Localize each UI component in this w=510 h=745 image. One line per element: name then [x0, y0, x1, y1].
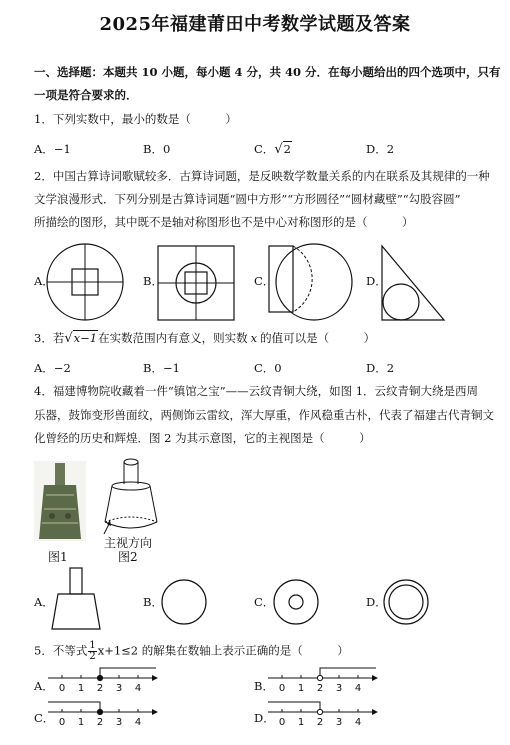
q2-figure-a [45, 242, 125, 322]
q5-label-a: A． [34, 679, 54, 693]
tick-label: 4 [134, 683, 142, 694]
tick-label: 0 [58, 683, 66, 694]
q2-figure-c [268, 242, 358, 324]
q1-option-c-radicand: 2 [283, 142, 291, 156]
q3-stem [34, 329, 375, 348]
tick-label: 3 [335, 717, 343, 728]
tick-label: 1 [297, 683, 305, 694]
q3-option-d: D．2 [366, 361, 395, 375]
q2-figure-d [380, 244, 446, 322]
q5-numberline-c [48, 700, 160, 732]
endpoint-dot [97, 709, 102, 714]
axis-arrow-icon [372, 675, 378, 681]
tick-label: 1 [77, 683, 85, 694]
q5-stem [34, 641, 349, 662]
q4-label-d: D． [366, 595, 387, 609]
q1-option-a: A．−1 [34, 142, 71, 156]
q5-label-c: C． [34, 711, 55, 725]
tick-label: 3 [115, 717, 123, 728]
tick-label: 0 [278, 683, 286, 694]
fig1-label: 图1 [48, 550, 68, 564]
q2-figure-b [157, 245, 235, 321]
q3-option-b: B．−1 [143, 361, 180, 375]
q4-label-a: A． [34, 595, 54, 609]
solution-ray [320, 668, 376, 678]
tick-label: 4 [354, 683, 362, 694]
q3-option-a: A．−2 [34, 361, 71, 375]
page-title: 2025年福建莆田中考数学试题及答案 [99, 14, 411, 35]
q4-label-c: C． [254, 595, 275, 609]
q3-stem-post: 在实数范围内有意义，则实数 [98, 331, 248, 345]
q4-option-a-figure [50, 567, 108, 631]
solution-ray [48, 702, 100, 712]
q2-stem-line2: 文学浪漫形式．下列分别是古算诗词题“圆中方形”“方形圆径”“圆材藏壁”“勾股容圆” [34, 192, 461, 206]
q5-label-d: D． [254, 711, 275, 725]
q4-label-b: B． [143, 595, 163, 609]
q4-option-c-figure [272, 578, 320, 626]
tick-label: 2 [316, 683, 324, 694]
endpoint-dot [97, 675, 102, 680]
q3-stem-end: 的值可以是（ ） [260, 331, 376, 345]
tick-label: 2 [96, 717, 104, 728]
axis-arrow-icon [152, 675, 158, 681]
q1-stem: 1．下列实数中，最小的数是（ ） [34, 112, 237, 126]
tick-label: 4 [354, 717, 362, 728]
q5-fraction [88, 641, 96, 662]
q5-stem-pre: 5．不等式 [34, 643, 88, 658]
view-direction-label: 主视方向 [104, 536, 153, 550]
tick-label: 3 [115, 683, 123, 694]
tick-label: 4 [134, 717, 142, 728]
q4-option-d-figure [382, 578, 430, 626]
q3-radicand: x−1 [73, 331, 98, 345]
q2-stem-line3: 所描绘的图形，其中既不是轴对称图形也不是中心对称图形的是（ ） [34, 215, 414, 229]
tick-label: 2 [316, 717, 324, 728]
q1-option-c-label: C． [254, 142, 275, 156]
q1-option-b: B．0 [143, 142, 171, 156]
tick-label: 2 [96, 683, 104, 694]
q2-label-a: A． [34, 274, 54, 288]
solution-ray [100, 668, 156, 678]
q5-label-b: B． [254, 679, 274, 693]
solution-ray [268, 702, 320, 712]
endpoint-dot [317, 675, 322, 680]
q1-option-d: D．2 [366, 142, 395, 156]
tick-label: 0 [278, 717, 286, 728]
q4-option-b-figure [160, 578, 208, 626]
fig2-label: 图2 [118, 550, 138, 564]
q5-numberline-b [268, 666, 380, 698]
q3-stem-pre: 3．若 [34, 331, 65, 345]
tick-label: 1 [297, 717, 305, 728]
q5-stem-post: x+1≤2 的解集在数轴上表示正确的是（ ） [97, 643, 349, 658]
q5-numberline-d [268, 700, 380, 732]
endpoint-dot [317, 709, 322, 714]
q3-var: x [250, 331, 258, 345]
bronze-bell-photo [34, 461, 86, 541]
q4-stem-line2: 乐器，鼓饰变形兽面纹，两侧饰云雷纹，浑大厚重，作风稳重古朴，代表了福建古代青铜文 [34, 408, 494, 422]
sqrt-sign-icon: √ [64, 331, 73, 346]
sqrt-sign-icon: √ [274, 142, 283, 157]
tick-label: 0 [58, 717, 66, 728]
tick-label: 3 [335, 683, 343, 694]
q2-label-c: C． [254, 274, 275, 288]
section-header-line1: 一、选择题：本题共 10 小题，每小题 4 分，共 40 分．在每小题给出的四个选项中，只有 [34, 65, 501, 79]
q2-label-d: D． [366, 274, 387, 288]
q4-stem-line1: 4．福建博物院收藏着一件“镇馆之宝”——云纹青铜大绕，如图 1．云纹青铜大绕是西周 [34, 384, 479, 398]
q4-stem-line3: 化曾经的历史和辉煌．图 2 为其示意图，它的主视图是（ ） [34, 431, 371, 445]
q5-frac-num: 1 [89, 640, 96, 651]
axis-arrow-icon [152, 709, 158, 715]
q5-frac-den: 2 [89, 651, 96, 662]
tick-label: 1 [77, 717, 85, 728]
q1-option-c [254, 141, 292, 157]
section-header-line2: 一项是符合要求的． [34, 88, 138, 102]
axis-arrow-icon [372, 709, 378, 715]
q5-numberline-a [48, 666, 160, 698]
q3-option-c: C．0 [254, 361, 282, 375]
q2-label-b: B． [143, 274, 163, 288]
bell-sketch [100, 454, 170, 546]
q2-stem-line1: 2．中国古算诗词歌赋较多．古算诗词题，是反映数学数量关系的内在联系及其规律的一种 [34, 169, 490, 183]
